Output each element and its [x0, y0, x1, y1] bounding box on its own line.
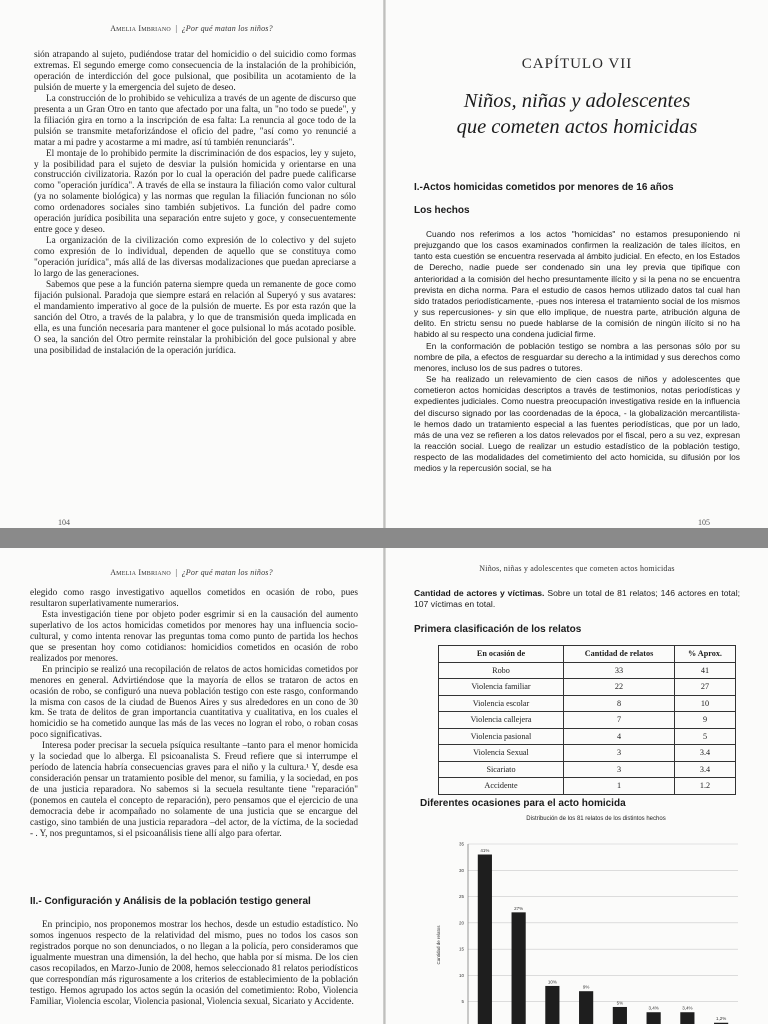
bar-chart [426, 810, 746, 1024]
table-cell: 1.2 [675, 778, 736, 795]
paragraph: La construcción de lo prohibido se vehiculiza a través de un agente de discurso que presenta a un Gran Otro en tanto que afectado por una falta, un "no todo se puede", y la filiación gira en torno a la inscripción de esa falta: La renuncia al goce todo de la pulsión se transmite metaforizándose el oficio del padre, "así como yo renuncié a matar a mi padre y acostarme a mi madre, así tú también renunciarás". [34, 93, 356, 148]
section-heading: II.- Configuración y Análisis de la población testigo general [30, 896, 311, 907]
y-tick-label: 15 [458, 946, 464, 952]
paragraph [414, 588, 740, 610]
page-107 [386, 548, 768, 1024]
y-axis-label: Cantidad de relatos [436, 925, 441, 965]
table-cell: 8 [564, 695, 675, 712]
paragraph: En principio, nos proponemos mostrar los hechos, desde un estudio estadístico. No somos ingenuos respecto de la relatividad del mismo, pues no todos los casos son registrados porque no son denunciados, o no llegan a la policía, pero consideramos que igualmente muestran una dimensión, la del hecho, que habla por sí misma. De los cien casos recopilados, en Marzo-Junio de 2008, hemos seleccionado 81 relatos periodísticos que correspondían más rigurosamente a los criterios de establecimiento de la población testigo. Hemos agrupado los actos según la ocasión del cometimiento: Robo, Violencia Familiar, Violencia escolar, Violencia pasional, Violencia sexual, Sicariato y Accidente. [30, 920, 358, 1007]
chart-data-label: 1,2% [715, 1016, 727, 1022]
table-cell: Violencia pasional [439, 728, 564, 745]
paragraph: En principio se realizó una recopilación de relatos de actos homicidas cometidos por menores en general. Advirtiéndose que la mayoría de ellos se trataron de actos en ocasión de robo, se configuró una nueva población testigo con este rasgo, conformando la misma con casos de la ciudad de Buenos Aires y sus alrededores en un cono de 30 km. Se trata de delitos de gran importancia cuantitativa y cualitativa, en los cuales el homicidio se ha cometido aunque las más de las veces no logran el robo, o roban cosas poco significativas. [30, 664, 358, 741]
running-head-separator: | [173, 568, 180, 577]
table-cell: 3 [564, 761, 675, 778]
table-cell: 1 [564, 778, 675, 795]
body-text [34, 50, 356, 357]
table-heading: Primera clasificación de los relatos [414, 624, 582, 635]
table-cell: Accidente [439, 778, 564, 795]
chart-heading: Diferentes ocasiones para el acto homicida [420, 798, 626, 809]
counts-text: Sobre un total de 81 relatos; 146 actores en total; 107 víctimas en total. [414, 588, 741, 610]
table-row [439, 778, 736, 795]
classification-table [438, 645, 736, 795]
table-row [439, 761, 736, 778]
paragraph: Sabemos que pese a la función paterna siempre queda un remanente de goce como fijación pulsional. Paradoja que siempre estará en relación al Superyó y sus avatares: el mandamiento imperativo al goce de la pulsión de muerte. Es por esta razón que la sanción del Otro, a través de la palabra, y lo que de transmisión queda implicada en ella, es una función necesaria para mantener el goce pulsional lo más acotado posible. O sea, la sanción del Otro permite reinstalar la prohibición del goce pulsional y abre una posibilidad de instalación de la operación jurídica. [34, 280, 356, 356]
paragraph: Interesa poder precisar la secuela psíquica resultante –tanto para el menor homicida y la sociedad que lo alberga. El psicoanalista S. Freud refiere que si interrumpe el período de latencia habría consecuencias graves para el niño y la cultura.¹ Y, desde esa consideración pensar un tratamiento posible del menor, su familia, y la sociedad, en pos de una justicia reparadora. No sabemos si la secuela resultante tiene "reparación" (ponemos en cautela el concepto de reparación), pero pensamos que el ejercicio de una democracia debe ir acompañado no solamente de una justicia que se encargue del castigo, sino también de una justicia reparadora –del actor, de la víctima, de la sociedad - . Y, nos preguntamos, si el psicoanálisis tiene allí algo para ofertar. [30, 741, 358, 839]
table-header-cell: Cantidad de relatos [564, 646, 675, 663]
body-text [30, 588, 358, 840]
table-cell: 33 [564, 662, 675, 679]
table-header-row [439, 646, 736, 663]
table-cell: 10 [675, 695, 736, 712]
paragraph: La organización de la civilización como expresión de lo colectivo y del sujeto como expresión de lo individual, dependen de aquello que se constituya como "operación jurídica", más allá de las diversas modalizaciones que puedan apreciarse a lo largo de las generaciones. [34, 236, 356, 280]
running-head: Niños, niñas y adolescentes que cometen actos homicidas [479, 564, 675, 573]
body-text [30, 920, 358, 1008]
table-cell: 4 [564, 728, 675, 745]
chart-bars [478, 855, 728, 1024]
table-cell: 5 [675, 728, 736, 745]
paragraph: elegido como rasgo investigativo aquellos cometidos en ocasión de robo, pues resultaron superlativamente numerarios. [30, 588, 358, 609]
chart-bar [545, 986, 559, 1024]
paragraph: Cuando nos referimos a los actos "homicidas" no estamos presuponiendo ni prejuzgando que los casos examinados confirmen la realización de tales ilícitos, en tanto esta cuestión se encuentra reservada al ámbito judicial. En efecto, en los Estados de Derecho, nadie puede ser condenado sin una ley previa que tipifique con anterioridad a la comisión del hecho presuntamente ilícito y si la pena no se encuentra prevista en dicha norma. Para el estudio de casos hemos utilizado datos tal cual han sido tratados periodísticamente, -pues nos interesa el tratamiento social de los mismos y sus repercusiones- y sin que ello implique, de nuestra parte, atribución alguna de delito. En strictu sensu no puede hablarse de la comisión de ningún ilícito si no ha habido al su respecto una condena judicial firme. [414, 229, 740, 340]
chapter-title-line: Niños, niñas y adolescentes [463, 90, 691, 112]
table-cell: Violencia familiar [439, 679, 564, 696]
subheading: Los hechos [414, 205, 470, 216]
y-axis-ticks [459, 842, 465, 1024]
page-number: 104 [58, 518, 70, 527]
counts-paragraph [414, 588, 740, 610]
paragraph: Se ha realizado un relevamiento de cien casos de niños y adolescentes que cometieron actos homicidas descriptos a través de testimonios, notas periodísticas y expedientes judiciales. Como nuestra preocupación investigativa reside en la influencia del discurso signado por las coordenadas de la época, - la globalización mercantilista- le hemos dado un tratamiento especial a las fuentes periodísticas, que por un lado, más de una vez se refieren a los datos relevados por el fiscal, pero a su vez, expresan la reacción social. Luego de realizar un estudio estadístico de la población testigo, respecto de las modalidades del cometimiento del acto homicida, su difusión por los medios y la repercusión social, se ha [414, 374, 740, 474]
chart-gridlines [468, 844, 738, 1024]
chart-data-label: 10% [547, 979, 557, 985]
chapter-title-line: que cometen actos homicidas [456, 116, 698, 138]
table-cell: 3.4 [675, 745, 736, 762]
table-cell: 22 [564, 679, 675, 696]
chart-bar [613, 1007, 627, 1024]
body-text [414, 229, 740, 474]
running-head-separator: | [173, 24, 180, 33]
y-tick-label: 25 [458, 894, 464, 900]
table-row [439, 662, 736, 679]
table-row [439, 695, 736, 712]
chart-data-label: 41% [480, 848, 490, 854]
table-row [439, 728, 736, 745]
chart-bar [647, 1012, 661, 1024]
running-head [0, 568, 383, 577]
table-cell: 7 [564, 712, 675, 729]
running-head-title: ¿Por qué matan los niños? [181, 24, 273, 33]
counts-label: Cantidad de actores y víctimas. [414, 588, 545, 598]
page-104 [0, 0, 383, 528]
page-106 [0, 548, 383, 1024]
running-head-title: ¿Por qué matan los niños? [181, 568, 273, 577]
chart-data-label: 5% [616, 1000, 624, 1006]
running-head [0, 24, 383, 33]
table-cell: 27 [675, 679, 736, 696]
table-cell: 3 [564, 745, 675, 762]
table-cell: 41 [675, 662, 736, 679]
table-cell: Sicariato [439, 761, 564, 778]
page-105 [386, 0, 768, 528]
running-head-author: Amelia Imbriano [110, 568, 171, 577]
bottom-book-spread [0, 548, 768, 1024]
table-cell: Violencia callejera [439, 712, 564, 729]
y-tick-label: 35 [458, 841, 464, 847]
chart-data-label: 9% [582, 984, 590, 990]
chart-bar [478, 855, 492, 1024]
chart-bar [680, 1012, 694, 1024]
chapter-label: CAPÍTULO VII [521, 56, 633, 72]
table-header-cell: En ocasión de [439, 646, 564, 663]
running-head-author: Amelia Imbriano [110, 24, 171, 33]
section-heading: I.-Actos homicidas cometidos por menores de 16 años [414, 182, 674, 193]
chart-data-label: 27% [514, 905, 524, 911]
table-cell: Violencia escolar [439, 695, 564, 712]
y-tick-label: 20 [458, 920, 464, 926]
y-tick-label: 10 [458, 972, 464, 978]
paragraph: sión atrapando al sujeto, pudiéndose tratar del homicidio o del suicidio como formas extremas. El segundo emerge como consecuencia de la instalación de la prohibición, operación de interdicción del goce pulsional, que posibilita un acotamiento de la pulsión de muerte y la emergencia del sujeto de deseo. [34, 50, 356, 93]
chapter-title [386, 88, 768, 140]
chart-data-label: 3,4% [682, 1005, 693, 1011]
y-tick-label: 5 [461, 999, 464, 1005]
table-cell: Robo [439, 662, 564, 679]
page-number: 105 [698, 518, 710, 527]
chart-title: Distribución de los 81 relatos de los distintos hechos [526, 816, 666, 822]
table-cell: 9 [675, 712, 736, 729]
table-row [439, 712, 736, 729]
chart-data-label: 3,4% [648, 1005, 659, 1011]
table-cell: 3.4 [675, 761, 736, 778]
table-row [439, 745, 736, 762]
paragraph: El montaje de lo prohibido permite la discriminación de dos espacios, ley y sujeto, y la posibilidad para el sujeto de desviar la pulsión homicida y orientarse en una construcción civilizatoria. Razón por lo cual la operación del padre puede calificarse como "operación jurídica". A través de ella se instaura la filiación como valor cultural (ya no solamente biológica) y las normas que regulan la filiación funcionan no sólo como ordenadores sociales sino también subjetivos. La función del padre como operación jurídica posibilita una separación entre sujeto y goce, y consecuentemente entre goce y deseo. [34, 148, 356, 236]
paragraph: Esta investigación tiene por objeto poder esgrimir si en la causación del aumento superlativo de los actos homicidas cometidos por menores hay una influencia socio-cultural, y como intenta renovar las preguntas toma como punto de partida los hechos que se presentan hoy como cotidianos: homicidios cometidos en ocasión de robo realizados por menores. [30, 609, 358, 664]
table-row [439, 679, 736, 696]
chart-bar [579, 991, 593, 1024]
y-tick-label: 30 [458, 867, 464, 873]
paragraph: En la conformación de población testigo se nombra a las personas sólo por su nombre de pila, a efectos de resguardar su derecho a la intimidad y sus derechos como menores, incluso los de sus padres o tutores. [414, 340, 740, 373]
table-cell: Violencia Sexual [439, 745, 564, 762]
chart-bar [512, 912, 526, 1024]
table-header-cell: % Aprox. [675, 646, 736, 663]
